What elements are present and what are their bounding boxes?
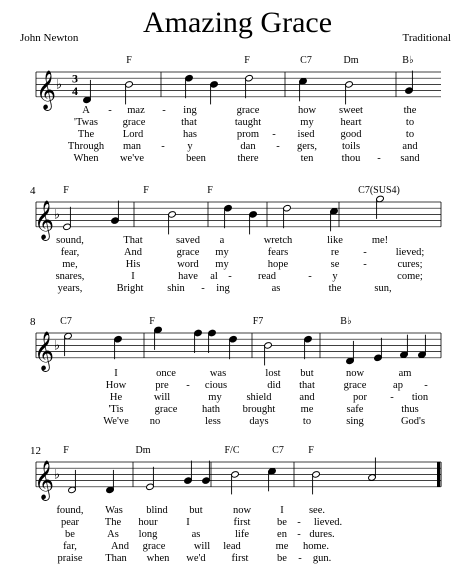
lyric-syllable: cures; [397,259,423,270]
chord-symbol: F [207,185,213,196]
lyric-syllable: pear [60,517,80,528]
lyric-syllable: ised [297,129,315,140]
lyric-syllable: - [186,380,190,391]
lyric-syllable: shin [167,283,185,294]
lyric-syllable: me [275,541,289,552]
lyric-syllable: He [109,392,123,403]
time-signature-bottom: 4 [72,83,78,98]
lyric-syllable: safe [346,404,364,415]
flat-key-signature-icon: ♭ [53,337,61,353]
final-barline [437,462,440,487]
lyric-syllable: has [183,129,197,140]
lyric-syllable: hope [267,259,289,270]
lyric-syllable: Bright [116,283,144,294]
lyric-syllable: We've [103,416,129,427]
lyric-syllable: Lord [122,129,144,140]
treble-clef-icon: 𝄞 [35,71,57,109]
lyric-syllable: pre [155,380,169,391]
lyric-syllable: my [300,117,314,128]
treble-clef-icon: 𝄞 [33,332,55,370]
lyric-syllable: - [363,247,367,258]
lyric-syllable: prom [236,129,260,140]
lyric-syllable: - [424,380,428,391]
lyric-syllable: read [257,271,277,282]
lyric-syllable: grace [154,404,178,415]
lyric-syllable: Through [67,141,105,152]
lyric-syllable: will [193,541,211,552]
lyric-syllable: did [267,380,281,391]
lyric-syllable: The [77,129,95,140]
lyric-syllable: fear, [60,247,80,258]
chord-symbol: F [143,185,149,196]
lyric-syllable: - [297,529,301,540]
lyric-syllable: I [114,368,118,379]
lyric-syllable: grace [176,247,200,258]
lyric-syllable: maz [127,105,145,116]
lyric-syllable: heart [340,117,362,128]
lyric-syllable: And [123,247,143,258]
flat-key-signature-icon: ♭ [53,206,61,222]
lyric-syllable: now [232,505,252,516]
lyric-syllable: be [65,529,75,540]
lyric-syllable: gun. [312,553,332,564]
lyric-syllable: - [298,553,302,564]
lyric-syllable: to [405,129,415,140]
chord-symbol: C7(SUS4) [358,185,400,196]
chord-symbol: B♭ [402,55,414,66]
lyric-syllable: al [210,271,218,282]
lyric-syllable: - [201,283,205,294]
lyric-syllable: first [231,553,249,564]
lyric-syllable: A [82,105,90,116]
lyric-syllable: - [272,129,276,140]
lyric-syllable: cious [204,380,228,391]
lyric-syllable: man [122,141,142,152]
lyric-syllable: hour [138,517,158,528]
lyric-syllable: - [363,259,367,270]
lyric-syllable: grace [343,380,367,391]
chord-symbol: B♭ [340,316,352,327]
lyric-syllable: se [330,259,340,270]
lyric-syllable: have [178,271,198,282]
lyric-syllable: How [105,380,127,391]
lyric-syllable: snares, [55,271,85,282]
lyric-syllable: how [297,105,317,116]
measure-number: 4 [30,185,36,197]
lyric-syllable: the [328,283,342,294]
lyric-syllable: my [215,259,229,270]
lyric-syllable: we'd [186,553,206,564]
lyric-syllable: as [191,529,201,540]
lyric-syllable: a [219,235,225,246]
lyric-syllable: I [186,517,190,528]
lyric-syllable: grace [122,117,146,128]
lyric-syllable: And [110,541,130,552]
lyric-syllable: When [73,153,99,164]
lyric-syllable: hath [201,404,221,415]
lyric-syllable: ing [216,283,230,294]
lyric-syllable: - [108,105,112,116]
measure-number: 8 [30,316,36,328]
lyric-syllable: ing [183,105,197,116]
lyric-syllable: blind [146,505,168,516]
lyric-syllable: there [237,153,259,164]
lyric-syllable: grace [142,541,166,552]
chord-symbol: C7 [272,445,284,456]
lyric-syllable: y [187,141,193,152]
lyric-syllable: and [402,141,418,152]
lyric-syllable: lieved. [313,517,343,528]
arranger-credit: Traditional [402,32,451,44]
lyric-syllable: me [300,404,314,415]
chord-symbol: F [63,185,69,196]
lyric-syllable: praise [57,553,83,564]
lyric-syllable: be [277,517,287,528]
lyric-syllable: once [156,368,176,379]
time-signature-top: 3 [72,71,78,86]
lyric-syllable: That [123,235,143,246]
lyric-syllable: lead [223,541,241,552]
lyric-syllable: toils [341,141,361,152]
lyric-syllable: - [276,141,280,152]
lyric-syllable: lost [265,368,281,379]
lyric-syllable: - [297,517,301,528]
lyric-syllable: en [277,529,287,540]
lyric-syllable: but [300,368,314,379]
lyric-syllable: and [299,392,315,403]
lyric-syllable: - [377,153,381,164]
lyric-syllable: be [277,553,287,564]
lyric-syllable: far, [63,541,77,552]
lyric-syllable: sweet [339,105,363,116]
lyric-syllable: to [405,117,415,128]
lyric-syllable: as [271,283,281,294]
lyric-syllable: grace [236,105,260,116]
lyric-syllable: wretch [263,235,293,246]
chord-symbol: F7 [252,316,264,327]
chord-symbol: F/C [224,445,240,456]
lyric-syllable: - [390,392,394,403]
treble-clef-icon: 𝄞 [33,201,55,239]
lyric-syllable: 'Tis [108,404,124,415]
lyric-syllable: lieved; [395,247,425,258]
chord-symbol: F [149,316,155,327]
lyric-syllable: home. [303,541,329,552]
lyric-syllable: no [149,416,161,427]
lyric-syllable: like [327,235,343,246]
lyric-syllable: dan [240,141,256,152]
lyric-syllable: shield [246,392,272,403]
lyric-syllable: life [235,529,249,540]
flat-key-signature-icon: ♭ [55,76,63,92]
composer-credit: John Newton [20,32,79,44]
lyric-syllable: that [299,380,315,391]
lyric-syllable: taught [234,117,262,128]
chord-symbol: Dm [135,445,151,456]
chord-symbol: Dm [343,55,359,66]
lyric-syllable: thus [401,404,419,415]
measure-number: 12 [30,445,41,457]
lyric-syllable: word [177,259,199,270]
lyric-syllable: gers, [296,141,318,152]
music-system-3 [36,326,441,365]
music-system-4 [36,458,441,495]
lyric-syllable: - [308,271,312,282]
lyric-syllable: my [208,392,222,403]
lyric-syllable: the [403,105,417,116]
lyric-syllable: sun, [374,283,392,294]
lyric-syllable: The [104,517,122,528]
lyric-syllable: good [340,129,362,140]
lyric-syllable: long [138,529,158,540]
chord-symbol: F [63,445,69,456]
lyric-syllable: me, [62,259,78,270]
lyric-syllable: found, [56,505,84,516]
lyric-syllable: was [209,368,227,379]
lyric-syllable: first [233,517,251,528]
lyric-syllable: we've [119,153,145,164]
lyric-syllable: fears [267,247,289,258]
chord-symbol: C7 [60,316,72,327]
lyric-syllable: re [330,247,340,258]
lyric-syllable: see. [308,505,326,516]
music-system-2 [36,195,441,234]
song-title: Amazing Grace [142,6,333,39]
chord-symbol: C7 [300,55,312,66]
flat-key-signature-icon: ♭ [53,466,61,482]
lyric-syllable: that [181,117,197,128]
lyric-syllable: will [153,392,171,403]
lyric-syllable: when [146,553,170,564]
lyric-syllable: but [189,505,203,516]
lyric-syllable: years, [57,283,83,294]
lyric-syllable: thou [341,153,361,164]
lyric-syllable: brought [242,404,276,415]
lyric-syllable: been [186,153,206,164]
lyric-syllable: ten [300,153,314,164]
lyric-syllable: I [280,505,284,516]
lyric-syllable: saved [176,235,200,246]
lyric-syllable: y [332,271,338,282]
lyric-syllable: ap [393,380,403,391]
lyric-syllable: 'Twas [74,117,98,128]
lyric-syllable: Was [105,505,123,516]
chord-symbol: F [244,55,250,66]
lyric-syllable: sand [400,153,420,164]
chord-symbol: F [308,445,314,456]
lyric-syllable: por [353,392,367,403]
treble-clef-icon: 𝄞 [33,461,55,499]
lyric-syllable: I [131,271,135,282]
lyric-syllable: come; [397,271,423,282]
lyric-syllable: less [205,416,221,427]
lyric-syllable: am [398,368,412,379]
chord-symbol: F [126,55,132,66]
lyric-syllable: my [215,247,229,258]
lyric-syllable: me! [371,235,389,246]
lyric-syllable: now [345,368,365,379]
lyric-syllable: tion [411,392,429,403]
lyric-syllable: dures. [309,529,335,540]
lyric-syllable: As [107,529,119,540]
lyric-syllable: days [249,416,269,427]
lyric-syllable: Than [105,553,127,564]
lyric-syllable: - [161,141,165,152]
music-system-1 [36,71,441,105]
lyric-syllable: God's [400,416,426,427]
lyric-syllable: - [228,271,232,282]
lyric-syllable: sound, [56,235,84,246]
lyric-syllable: His [125,259,141,270]
lyric-syllable: - [162,105,166,116]
lyric-syllable: to [302,416,312,427]
lyric-syllable: sing [346,416,364,427]
